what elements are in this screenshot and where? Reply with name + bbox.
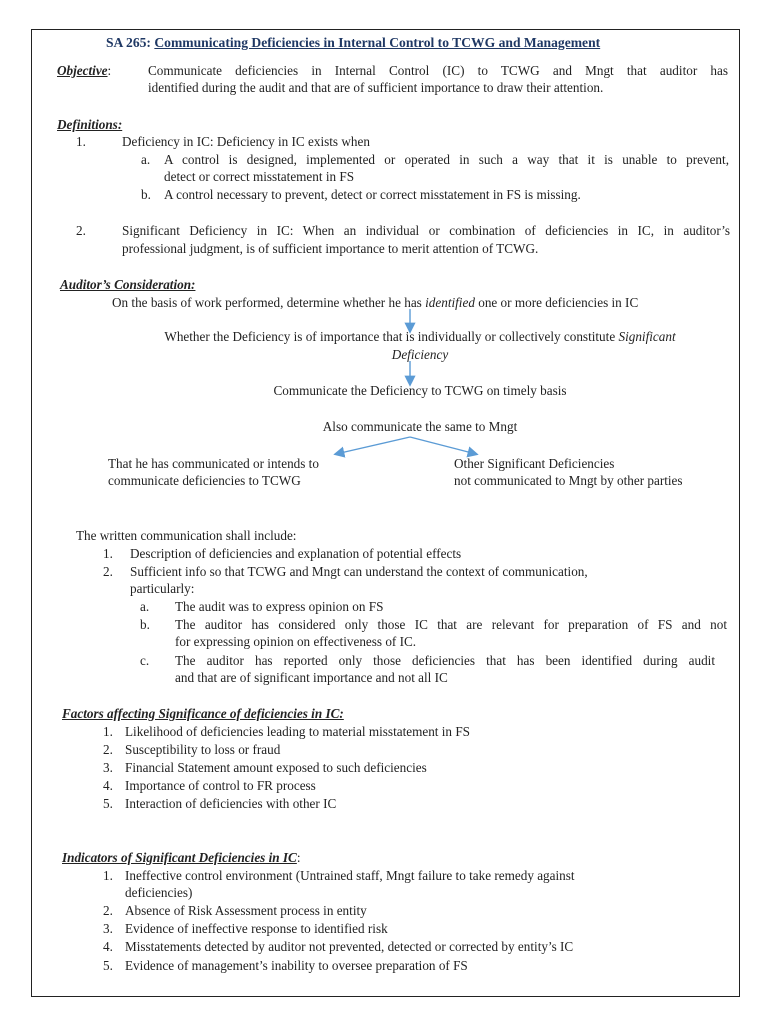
definition-2-num: 2. [76,223,86,238]
indicators-heading-wrap [62,849,301,866]
branch-left-line1: That he has communicated or intends to [108,456,319,471]
factor-3-num: 3. [103,760,113,775]
written-2b-line2: for expressing opinion on effectiveness of IC. [175,634,417,649]
branch-right-line2: not communicated to Mngt by other parties [454,473,683,488]
written-2c-num: c. [140,653,150,668]
auditor-heading: Auditor’s Consideration: [60,277,196,292]
auditor-step-2-em1: Significant [618,329,676,344]
written-2-line1: Sufficient info so that TCWG and Mngt can understand the context of communication, [130,564,588,579]
factor-3-text: Financial Statement amount exposed to such deficiencies [125,760,427,775]
branch-left-line2: communicate deficiencies to TCWG [108,473,301,488]
indicator-1-line1: Ineffective control environment (Untrained staff, Mngt failure to take remedy against [125,868,575,883]
factor-4-text: Importance of control to FR process [125,778,316,793]
factor-2-text: Susceptibility to loss or fraud [125,742,281,757]
auditor-step-2-a: Whether the Deficiency is of importance that is individually or collectively constitute [164,329,619,344]
title-prefix: SA 265: [106,35,151,50]
indicator-3-text: Evidence of ineffective response to identified risk [125,921,388,936]
factor-2-num: 2. [103,742,113,757]
definition-1b-num: b. [141,187,151,202]
definition-2-line1: Significant Deficiency in IC: When an individual or combination of deficiencies in IC, in auditor’s [122,223,730,238]
auditor-step-1-a: On the basis of work performed, determine whether he has [112,295,426,310]
arrow-branch-right [410,437,476,454]
factor-4-num: 4. [103,778,113,793]
definition-1-text: Deficiency in IC: Deficiency in IC exists when [122,134,370,149]
objective-colon: : [107,63,112,78]
factor-1-num: 1. [103,724,113,739]
arrow-branch-left [336,437,410,454]
written-2b-num: b. [140,617,150,632]
indicator-3-num: 3. [103,921,113,936]
factor-1-text: Likelihood of deficiencies leading to material misstatement in FS [125,724,470,739]
factors-heading: Factors affecting Significance of deficiencies in IC: [62,706,344,721]
indicator-5-num: 5. [103,958,113,973]
written-1-text: Description of deficiencies and explanation of potential effects [130,546,462,561]
indicator-2-num: 2. [103,903,113,918]
indicator-4-text: Misstatements detected by auditor not prevented, detected or corrected by entity’s IC [125,939,574,954]
written-intro: The written communication shall include: [76,528,297,543]
definition-1a-line2: detect or correct misstatement in FS [164,169,355,184]
definition-1b-line1: A control necessary to prevent, detect or correct misstatement in FS is missing. [164,187,581,202]
auditor-step-1-b: one or more deficiencies in IC [474,295,639,310]
written-1-num: 1. [103,546,113,561]
indicators-colon: : [296,850,301,865]
objective-line2: identified during the audit and that are of sufficient importance to draw their attention. [148,80,604,95]
title-text: Communicating Deficiencies in Internal Control to TCWG and Management [154,35,601,50]
definition-1a-line1: A control is designed, implemented or operated in such a way that it is unable to prevent, [164,152,729,167]
factor-5-text: Interaction of deficiencies with other IC [125,796,337,811]
indicator-2-text: Absence of Risk Assessment process in entity [125,903,367,918]
indicator-4-num: 4. [103,939,113,954]
written-2c-line2: and that are of significant importance and not all IC [175,670,448,685]
written-2-line2: particularly: [130,581,195,596]
definition-2-line2: professional judgment, is of sufficient importance to merit attention of TCWG. [122,241,539,256]
written-2-num: 2. [103,564,113,579]
objective-label: Objective [57,63,108,78]
auditor-step-1-em: identified [425,295,475,310]
definition-1-num: 1. [76,134,86,149]
indicator-1-line2: deficiencies) [125,885,193,900]
written-2b-line1: The auditor has considered only those IC that are relevant for preparation of FS and not [175,617,727,632]
objective-line1: Communicate deficiencies in Internal Control (IC) to TCWG and Mngt that auditor has [148,63,728,78]
written-2a-line1: The audit was to express opinion on FS [175,599,384,614]
indicator-1-num: 1. [103,868,113,883]
definitions-heading: Definitions: [57,117,123,132]
written-2c-line1: The auditor has reported only those deficiencies that has been identified during audit [175,653,715,668]
definition-1a-num: a. [141,152,151,167]
indicator-5-text: Evidence of management’s inability to oversee preparation of FS [125,958,468,973]
auditor-step-2-em2: Deficiency [391,347,449,362]
written-2a-num: a. [140,599,150,614]
indicators-heading: Indicators of Significant Deficiencies in IC [62,850,297,865]
auditor-step-4: Also communicate the same to Mngt [322,419,518,434]
factor-5-num: 5. [103,796,113,811]
branch-right-line1: Other Significant Deficiencies [454,456,615,471]
auditor-step-3: Communicate the Deficiency to TCWG on timely basis [273,383,567,398]
